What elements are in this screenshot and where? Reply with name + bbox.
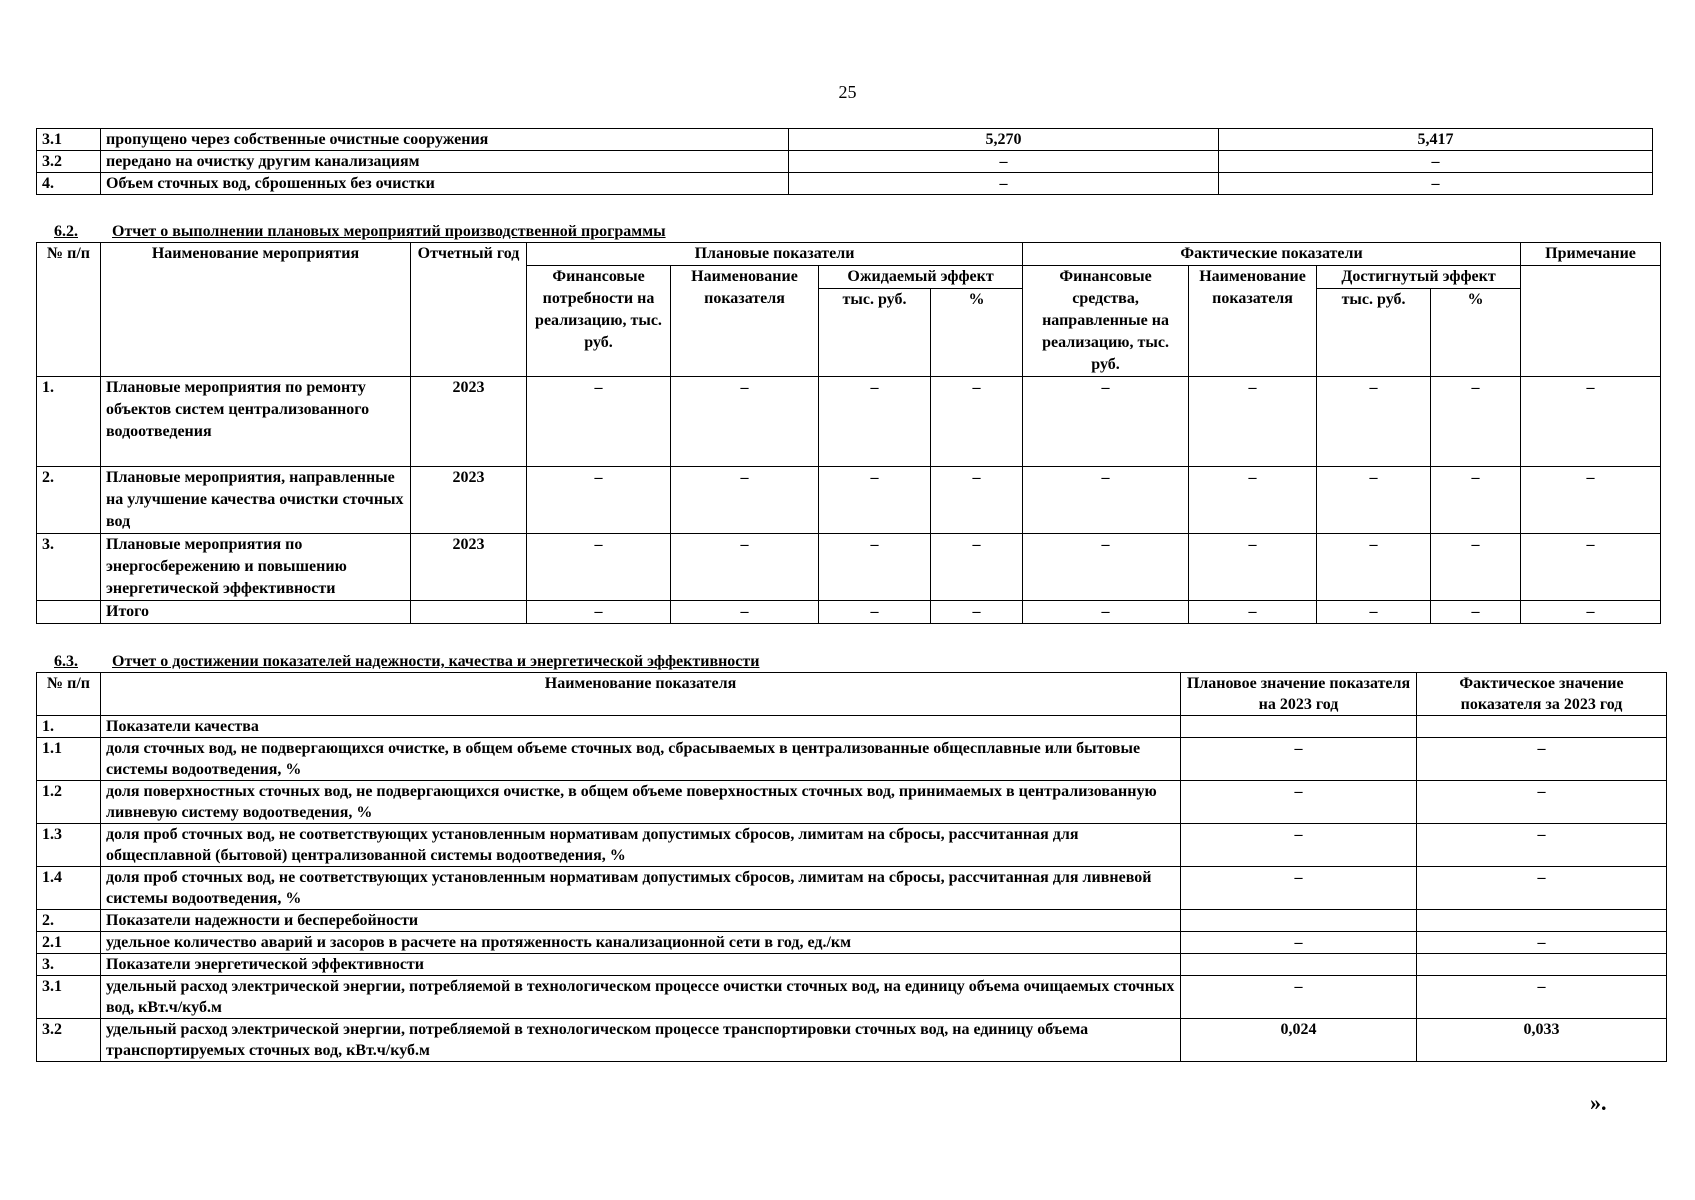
fact-value: 0,033 (1417, 1019, 1667, 1062)
fact-value (1417, 910, 1667, 932)
table-row (37, 954, 1667, 976)
value-cell: – (1431, 467, 1521, 534)
row-number: 1.4 (37, 867, 101, 910)
fact-value (1417, 954, 1667, 976)
table-row (37, 377, 1661, 467)
row-number: 3. (37, 954, 101, 976)
row-number: 2.1 (37, 932, 101, 954)
total-year-empty (411, 601, 527, 624)
section-number: 6.3. (54, 653, 78, 670)
row-name: Показатели качества (101, 716, 1181, 738)
value-cell: – (1189, 601, 1317, 624)
plan-value: – (1181, 932, 1417, 954)
plan-value: 0,024 (1181, 1019, 1417, 1062)
value-cell: – (1317, 534, 1431, 601)
value-cell: – (789, 151, 1219, 173)
plan-value: – (1181, 738, 1417, 781)
section-title: Отчет о достижении показателей надежности, качества и энергетической эффективности (112, 653, 760, 670)
row-name: доля проб сточных вод, не соответствующих установленным нормативам допустимых сбросов, лимитам на сбросы, рассчитанная для ливневой системы водоотведения, % (101, 867, 1181, 910)
value-cell: – (819, 601, 931, 624)
value-cell: – (1023, 377, 1189, 467)
row-name: доля сточных вод, не подвергающихся очистке, в общем объеме сточных вод, сбрасываемых в централизованные общесплавные или бытовые системы водоотведения, % (101, 738, 1181, 781)
row-number: 2. (37, 910, 101, 932)
value-cell: – (671, 467, 819, 534)
header-num: № п/п (37, 673, 101, 716)
water-volume-table (36, 128, 1653, 195)
page-number: 25 (838, 82, 857, 102)
fact-value: – (1417, 781, 1667, 824)
row-year: 2023 (411, 467, 527, 534)
row-name: Плановые мероприятия, направленные на улучшение качества очистки сточных вод (101, 467, 411, 534)
header-fact: Фактическое значение показателя за 2023 год (1417, 673, 1667, 716)
value-cell: – (1023, 601, 1189, 624)
row-name: передано на очистку другим канализациям (101, 151, 789, 173)
value-cell: – (527, 601, 671, 624)
row-number: 2. (37, 467, 101, 534)
section-heading-6-3 (54, 652, 759, 672)
section-number: 6.2. (54, 223, 78, 240)
fact-value: – (1417, 867, 1667, 910)
header-indicator-name: Наименование показателя (1189, 266, 1317, 377)
value-cell: – (931, 534, 1023, 601)
value-cell: – (1317, 467, 1431, 534)
row-number: 1.1 (37, 738, 101, 781)
value-cell: – (1317, 601, 1431, 624)
table-row (37, 129, 1653, 151)
plan-value: – (1181, 824, 1417, 867)
row-year: 2023 (411, 534, 527, 601)
table-row (37, 716, 1667, 738)
value-cell: – (1431, 534, 1521, 601)
value-cell: 5,417 (1219, 129, 1653, 151)
header-year: Отчетный год (411, 243, 527, 377)
row-name: удельный расход электрической энергии, потребляемой в технологическом процессе транспортировки сточных вод, на единицу объема транспортируемых сточных вод, кВт.ч/куб.м (101, 1019, 1181, 1062)
header-note: Примечание (1521, 243, 1661, 266)
value-cell: – (671, 534, 819, 601)
row-name: Плановые мероприятия по ремонту объектов систем централизованного водоотведения (101, 377, 411, 467)
fact-value: – (1417, 976, 1667, 1019)
header-fin-need: Финансовые потребности на реализацию, тыс. руб. (527, 266, 671, 377)
value-cell: – (1189, 534, 1317, 601)
value-cell: – (819, 467, 931, 534)
plan-value (1181, 954, 1417, 976)
value-cell: – (527, 534, 671, 601)
value-cell: – (819, 534, 931, 601)
value-cell: – (1521, 377, 1661, 467)
header-num: № п/п (37, 243, 101, 377)
row-number: 4. (37, 173, 101, 195)
table-row (37, 173, 1653, 195)
value-cell: – (1023, 534, 1189, 601)
value-cell: – (671, 377, 819, 467)
total-row (37, 601, 1661, 624)
closing-quote-mark: ». (1590, 1090, 1607, 1115)
table-header-row (37, 243, 1661, 266)
row-year: 2023 (411, 377, 527, 467)
row-number: 1.3 (37, 824, 101, 867)
fact-value: – (1417, 824, 1667, 867)
header-planned: Плановые показатели (527, 243, 1023, 266)
table-row (37, 467, 1661, 534)
header-actual: Фактические показатели (1023, 243, 1521, 266)
table-row (37, 1019, 1667, 1062)
total-label: Итого (101, 601, 411, 624)
row-name: Плановые мероприятия по энергосбережению и повышению энергетической эффективности (101, 534, 411, 601)
table-row (37, 151, 1653, 173)
fact-value: – (1417, 932, 1667, 954)
header-fin-directed: Финансовые средства, направленные на реализацию, тыс. руб. (1023, 266, 1189, 377)
header-name: Наименование показателя (101, 673, 1181, 716)
value-cell: 5,270 (789, 129, 1219, 151)
plan-value: – (1181, 781, 1417, 824)
header-percent: % (931, 289, 1023, 377)
section-title: Отчет о выполнении плановых мероприятий производственной программы (112, 223, 666, 240)
row-name: пропущено через собственные очистные сооружения (101, 129, 789, 151)
section-heading-6-2 (54, 222, 666, 242)
indicators-table (36, 672, 1667, 1062)
value-cell: – (819, 377, 931, 467)
row-name: доля поверхностных сточных вод, не подвергающихся очистке, в общем объеме поверхностных сточных вод, принимаемых в централизованную ливневую систему водоотведения, % (101, 781, 1181, 824)
value-cell: – (1521, 534, 1661, 601)
header-achieved-effect: Достигнутый эффект (1317, 266, 1521, 289)
row-number: 3. (37, 534, 101, 601)
table-row (37, 824, 1667, 867)
fact-value (1417, 716, 1667, 738)
value-cell: – (1189, 377, 1317, 467)
value-cell: – (527, 377, 671, 467)
header-plan: Плановое значение показателя на 2023 год (1181, 673, 1417, 716)
value-cell: – (931, 377, 1023, 467)
header-thous-rub: тыс. руб. (1317, 289, 1431, 377)
row-number: 1. (37, 716, 101, 738)
header-indicator-name: Наименование показателя (671, 266, 819, 377)
table-row (37, 910, 1667, 932)
table-row (37, 534, 1661, 601)
value-cell: – (1317, 377, 1431, 467)
header-note-empty (1521, 266, 1661, 377)
table-row (37, 976, 1667, 1019)
table-row (37, 781, 1667, 824)
row-name: удельный расход электрической энергии, потребляемой в технологическом процессе очистки сточных вод, на единицу объема очищаемых сточных вод, кВт.ч/куб.м (101, 976, 1181, 1019)
value-cell: – (1219, 173, 1653, 195)
row-name: Показатели надежности и бесперебойности (101, 910, 1181, 932)
value-cell: – (1521, 601, 1661, 624)
planned-activities-table (36, 242, 1661, 624)
header-percent: % (1431, 289, 1521, 377)
value-cell: – (1431, 377, 1521, 467)
plan-value: – (1181, 867, 1417, 910)
row-number: 1. (37, 377, 101, 467)
table-row (37, 738, 1667, 781)
row-name: удельное количество аварий и засоров в расчете на протяженность канализационной сети в год, ед./км (101, 932, 1181, 954)
row-name: доля проб сточных вод, не соответствующих установленным нормативам допустимых сбросов, лимитам на сбросы, рассчитанная для общесплавной (бытовой) централизованной системы водоотведения, % (101, 824, 1181, 867)
plan-value: – (1181, 976, 1417, 1019)
value-cell: – (931, 601, 1023, 624)
table-row (37, 932, 1667, 954)
row-number: 3.2 (37, 1019, 101, 1062)
row-number: 1.2 (37, 781, 101, 824)
value-cell: – (671, 601, 819, 624)
value-cell: – (1219, 151, 1653, 173)
table-row (37, 867, 1667, 910)
value-cell: – (527, 467, 671, 534)
row-number: 3.2 (37, 151, 101, 173)
value-cell: – (1189, 467, 1317, 534)
header-name: Наименование мероприятия (101, 243, 411, 377)
value-cell: – (1023, 467, 1189, 534)
header-thous-rub: тыс. руб. (819, 289, 931, 377)
row-name: Объем сточных вод, сброшенных без очистки (101, 173, 789, 195)
plan-value (1181, 716, 1417, 738)
row-number: 3.1 (37, 976, 101, 1019)
value-cell: – (1431, 601, 1521, 624)
row-number-empty (37, 601, 101, 624)
row-name: Показатели энергетической эффективности (101, 954, 1181, 976)
table-header-row (37, 673, 1667, 716)
header-expected-effect: Ожидаемый эффект (819, 266, 1023, 289)
fact-value: – (1417, 738, 1667, 781)
plan-value (1181, 910, 1417, 932)
value-cell: – (789, 173, 1219, 195)
value-cell: – (1521, 467, 1661, 534)
row-number: 3.1 (37, 129, 101, 151)
value-cell: – (931, 467, 1023, 534)
